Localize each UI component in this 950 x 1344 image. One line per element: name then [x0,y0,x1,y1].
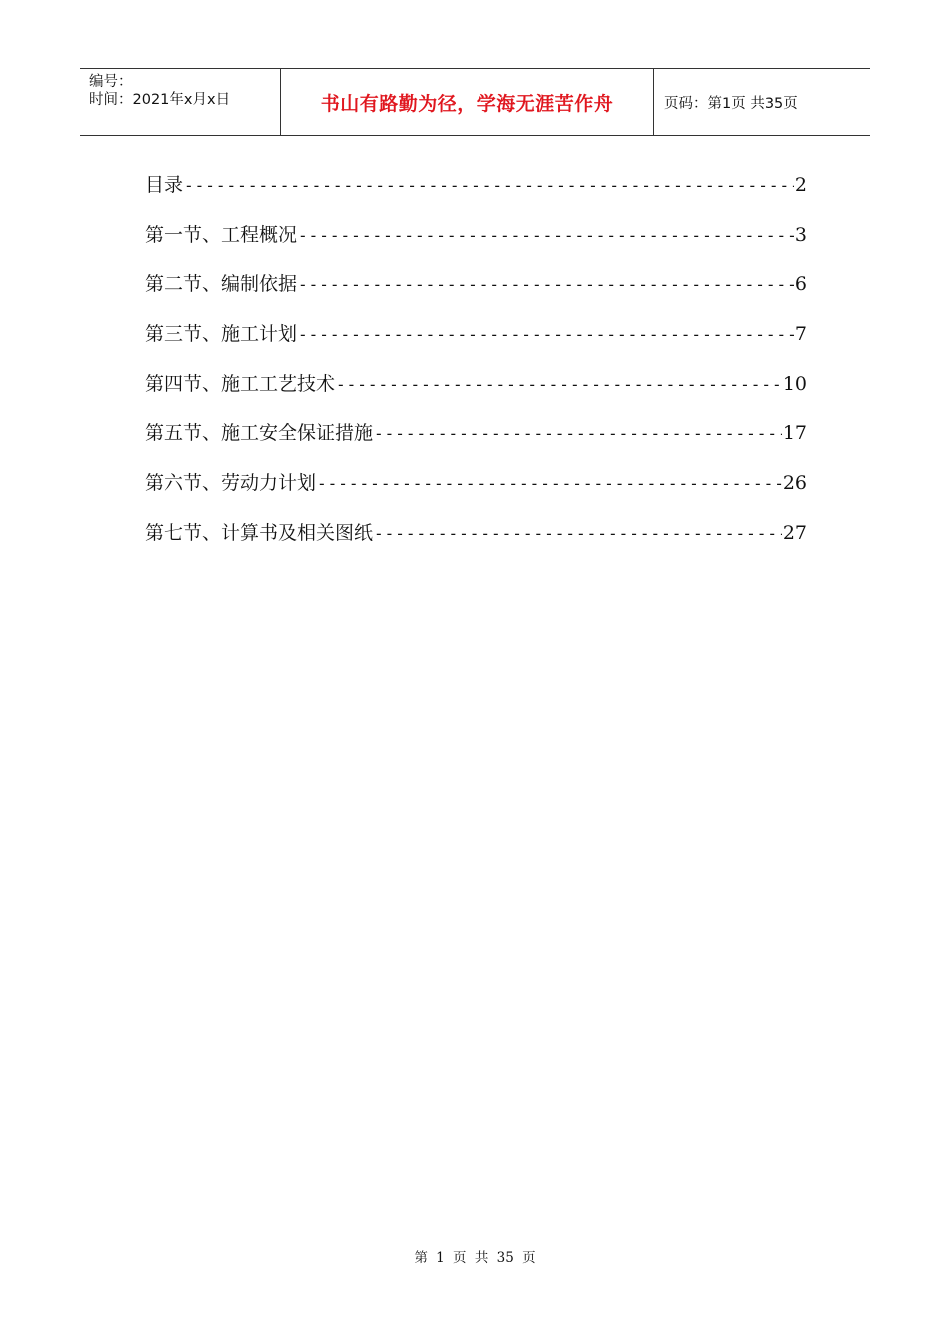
toc-leader-dashes [298,226,794,245]
toc-entry-page: 2 [794,174,807,196]
toc-entry-page: 17 [782,422,807,445]
page-footer: 第 1 页 共 35 页 [414,1250,536,1266]
toc-entry-page: 7 [794,323,807,346]
toc-leader-dashes [298,325,794,344]
toc-entry[interactable] [145,319,807,369]
toc-entry-title: 第五节、施工安全保证措施 [145,422,374,445]
toc-entry[interactable] [145,518,807,568]
toc-entry[interactable] [145,269,807,319]
toc-entry-title: 第三节、施工计划 [145,323,298,346]
toc-entry-page: 27 [782,521,807,544]
document-number: 编号： [89,74,133,90]
toc-entry-title: 第七节、计算书及相关图纸 [145,521,374,544]
toc-leader-dashes [184,176,794,195]
toc-entry[interactable] [145,418,807,468]
toc-entry[interactable] [145,369,807,419]
header-page-info: 页码：第1页 共35页 [664,95,798,112]
page-header [80,68,870,136]
toc-entry-title: 第六节、劳动力计划 [145,472,317,495]
toc-entry[interactable] [145,170,807,220]
toc-entry[interactable] [145,468,807,518]
toc-entry-title: 目录 [145,174,184,196]
header-motto: 书山有路勤为径，学海无涯苦作舟 [281,69,654,135]
toc-leader-dashes [336,375,782,394]
document-date: 时间：2021年x月x日 [89,92,231,108]
toc-entry-page: 10 [782,372,807,395]
toc-entry-page: 6 [794,273,807,296]
toc-leader-dashes [317,474,782,493]
toc-entry-page: 3 [794,223,807,246]
header-meta [80,69,281,135]
toc-leader-dashes [374,424,782,443]
toc-entry-page: 26 [782,472,807,495]
toc-entry-title: 第一节、工程概况 [145,223,298,246]
toc-leader-dashes [298,275,794,294]
toc-entry-title: 第四节、施工工艺技术 [145,372,336,395]
toc-leader-dashes [374,524,782,543]
toc-entry-title: 第二节、编制依据 [145,273,298,296]
toc-entry[interactable] [145,220,807,270]
table-of-contents [145,170,807,568]
